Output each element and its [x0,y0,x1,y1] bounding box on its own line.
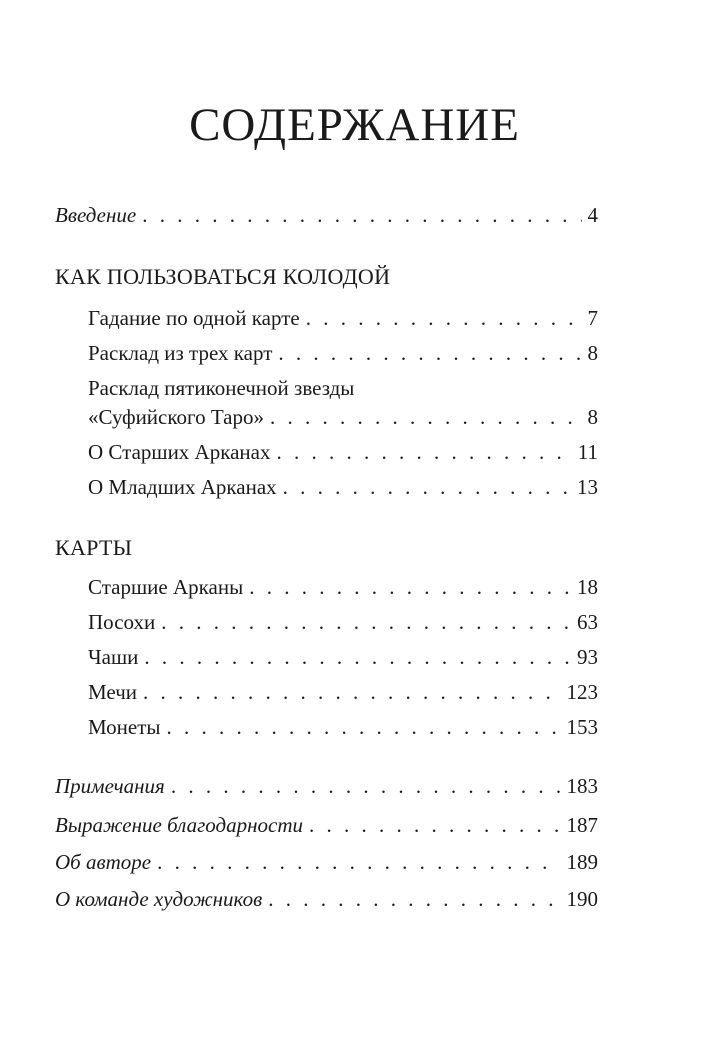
toc-entry[interactable] [55,812,598,838]
toc-entry-label-line1[interactable]: Расклад пятиконечной звезды [88,376,355,400]
toc-page-number: 63 [577,610,598,634]
toc-entry[interactable] [88,609,598,635]
toc-entry[interactable] [88,439,598,465]
toc-entry-label: Посохи [88,610,156,634]
leader-dots [249,574,571,600]
toc-page-number: 4 [587,203,598,227]
leader-dots [283,474,571,500]
toc-entry-label: Расклад из трех карт [88,341,273,365]
toc-page-number: 8 [587,405,598,429]
toc-entry-label: Выражение благодарности [55,813,304,837]
toc-entry-label: Мечи [88,680,137,704]
toc-page-number: 123 [566,680,598,704]
toc-entry-label: Примечания [55,774,165,798]
toc-entry[interactable] [88,305,598,331]
leader-dots [278,340,581,366]
leader-dots [161,609,571,635]
toc-entry-label: О команде художников [55,887,263,911]
toc-page-number: 153 [566,715,598,739]
toc-entry[interactable] [55,773,598,799]
toc-entry[interactable] [88,474,598,500]
toc-entry[interactable] [55,886,598,912]
toc-entry-label: Об авторе [55,850,152,874]
toc-entry[interactable] [88,644,598,670]
leader-dots [270,404,582,430]
toc-entry-label: Монеты [88,715,161,739]
toc-page-number: 13 [577,475,598,499]
leader-dots [171,773,561,799]
toc-entry-label: Гадание по одной карте [88,306,300,330]
toc-entry[interactable] [55,849,598,875]
toc-entry-label: Введение [55,203,137,227]
toc-page-number: 11 [577,440,598,464]
leader-dots [268,886,560,912]
page-title: СОДЕРЖАНИЕ [189,99,520,151]
leader-dots [309,812,560,838]
toc-page-number: 189 [566,850,598,874]
leader-dots [143,679,561,705]
toc-page-number: 187 [566,813,598,837]
toc-entry-label: О Старших Арканах [88,440,271,464]
toc-entry[interactable] [88,340,598,366]
toc-page-number: 93 [577,645,598,669]
leader-dots [167,714,561,740]
toc-entry[interactable] [88,574,598,600]
toc-page-number: 8 [587,341,598,365]
section-heading-how-to-use: КАК ПОЛЬЗОВАТЬСЯ КОЛОДОЙ [55,264,391,289]
toc-entry-label: «Суфийского Таро» [88,405,264,429]
leader-dots [277,439,572,465]
section-heading-cards: КАРТЫ [55,535,133,560]
toc-entry-label: Чаши [88,645,139,669]
leader-dots [142,202,581,228]
toc-page-number: 7 [587,306,598,330]
leader-dots [157,849,560,875]
leader-dots [144,644,571,670]
toc-entry-label: Старшие Арканы [88,575,244,599]
toc-page-number: 183 [566,774,598,798]
toc-entry[interactable] [88,679,598,705]
toc-entry-intro[interactable] [55,202,598,228]
toc-page-number: 190 [566,887,598,911]
leader-dots [306,305,582,331]
toc-entry[interactable] [88,714,598,740]
toc-entry[interactable] [88,404,598,430]
toc-page-number: 18 [577,575,598,599]
toc-entry-label: О Младших Арканах [88,475,277,499]
